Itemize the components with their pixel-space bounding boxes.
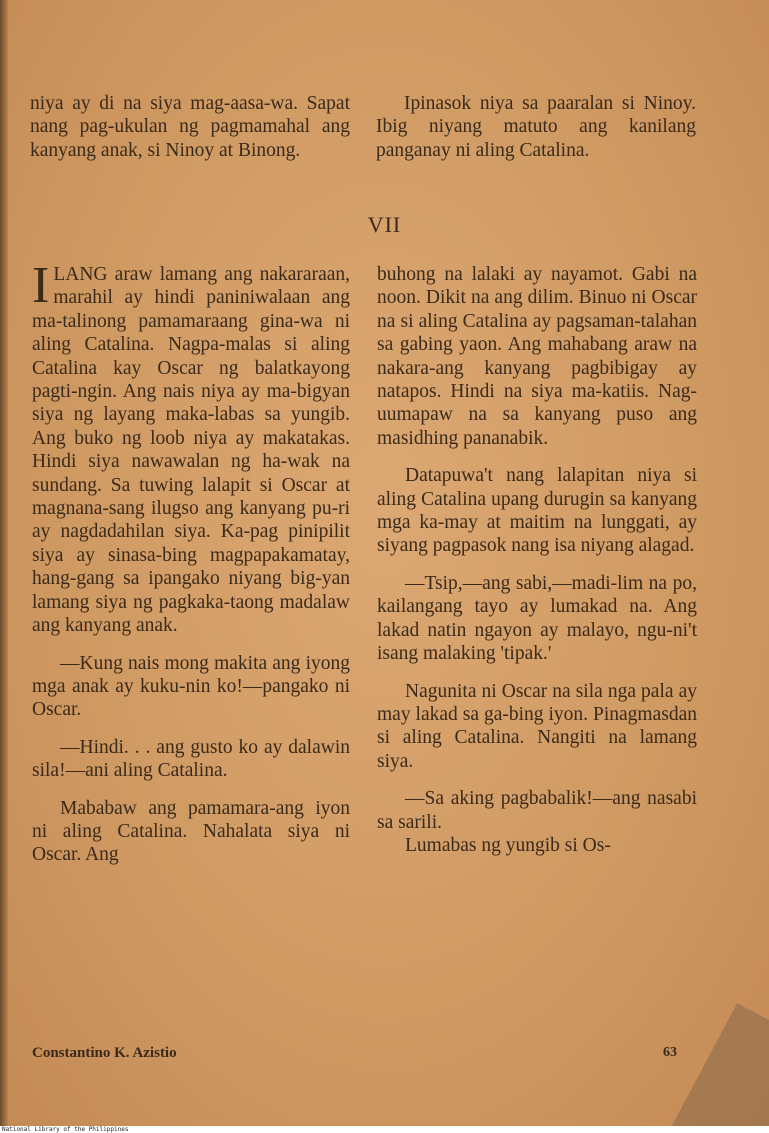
page-corner-tear xyxy=(671,1003,769,1126)
right-paragraph-6: Lumabas ng yungib si Os- xyxy=(405,834,611,856)
right-column xyxy=(377,263,697,857)
right-paragraph-2: Datapuwa't nang lalapitan niya si aling Catalina upang durugin sa kanyang mga ka-may at maitim na lunggati, ay siyang pagpasok nang isa niyang alagad. xyxy=(377,465,697,557)
opening-paragraph xyxy=(32,257,350,638)
right-paragraph-4: Nagunita ni Oscar na sila nga pala ay may lakad sa ga-bing iyon. Pinagmasdan si aling Catalina. Nangiti na lamang siya. xyxy=(377,680,697,772)
page-number: 63 xyxy=(663,1045,677,1060)
left-column-top xyxy=(30,92,350,162)
left-top-paragraph: niya ay di na siya mag-aasa-wa. Sapat nang pag-ukulan ng pagmamahal ang kanyang anak, si Ninoy at Binong. xyxy=(30,93,350,161)
opening-paragraph-text: LANG araw lamang ang nakararaan, marahil ay hindi paniniwalaan ang ma-talinong pamamaraang gina-wa ni aling Catalina. Nagpa-malas si aling Catalina kay Oscar ng balatkayong pagti-ngin. Ang nais niya ay ma-bigyan siya ng layang maka-labas sa yungib. Ang buko ng loob niya ay makatakas. Hindi siya nawawalan ng ha-wak na sundang. Sa tuwing lalapit si Oscar at magnana-sang ilugso ang kanyang pu-ri ay nagdadahilan siya. Ka-pag pinipilit siya ay sinasa-bing magpapakamatay, hang-gang sa ipangako niyang big-yan lamang siya ng pagkaka-taong madalaw ang kanyang anak. xyxy=(32,264,350,637)
chapter-heading: VII xyxy=(367,212,402,237)
right-column-top xyxy=(376,92,696,162)
right-paragraph-5: —Sa aking pagbabalik!—ang nasabi sa sarili. xyxy=(377,788,697,833)
left-paragraph-3: —Hindi. . . ang gusto ko ay dalawin sila!—ani aling Catalina. xyxy=(32,736,350,782)
right-top-paragraph: Ipinasok niya sa paaralan si Ninoy. Ibig niyang matuto ang kanilang panganay ni aling Catalina. xyxy=(376,93,696,161)
library-credit: National Library of the Philippines xyxy=(2,1126,129,1133)
right-paragraph-3: —Tsip,—ang sabi,—madi-lim na po, kailangang tayo ay lumakad na. Ang lakad natin ngayon ay malayo, ngu-ni't isang malaking 'tipak.' xyxy=(377,572,697,665)
left-paragraph-2: —Kung nais mong makita ang iyong mga anak ay kuku-nin ko!—pangako ni Oscar. xyxy=(32,652,350,721)
right-paragraph-1: buhong na lalaki ay nayamot. Gabi na noon. Dikit na ang dilim. Binuo ni Oscar na si aling Catalina ay pagsaman-talahan sa gabing yaon. Ang mahabang araw na nakara-ang kanyang pagbibigay ay natapos. Hindi na siya ma-katiis. Nag-uumapaw na sa kanyang puso ang masidhing pananabik. xyxy=(377,264,697,449)
left-column xyxy=(32,257,350,867)
footer-author: Constantino K. Azistio xyxy=(32,1045,177,1061)
left-paragraph-4: Mababaw ang pamamara-ang iyon ni aling Catalina. Nahalata siya ni Oscar. Ang xyxy=(32,797,350,866)
book-spine-shadow xyxy=(0,0,8,1126)
drop-cap: I xyxy=(32,257,50,314)
